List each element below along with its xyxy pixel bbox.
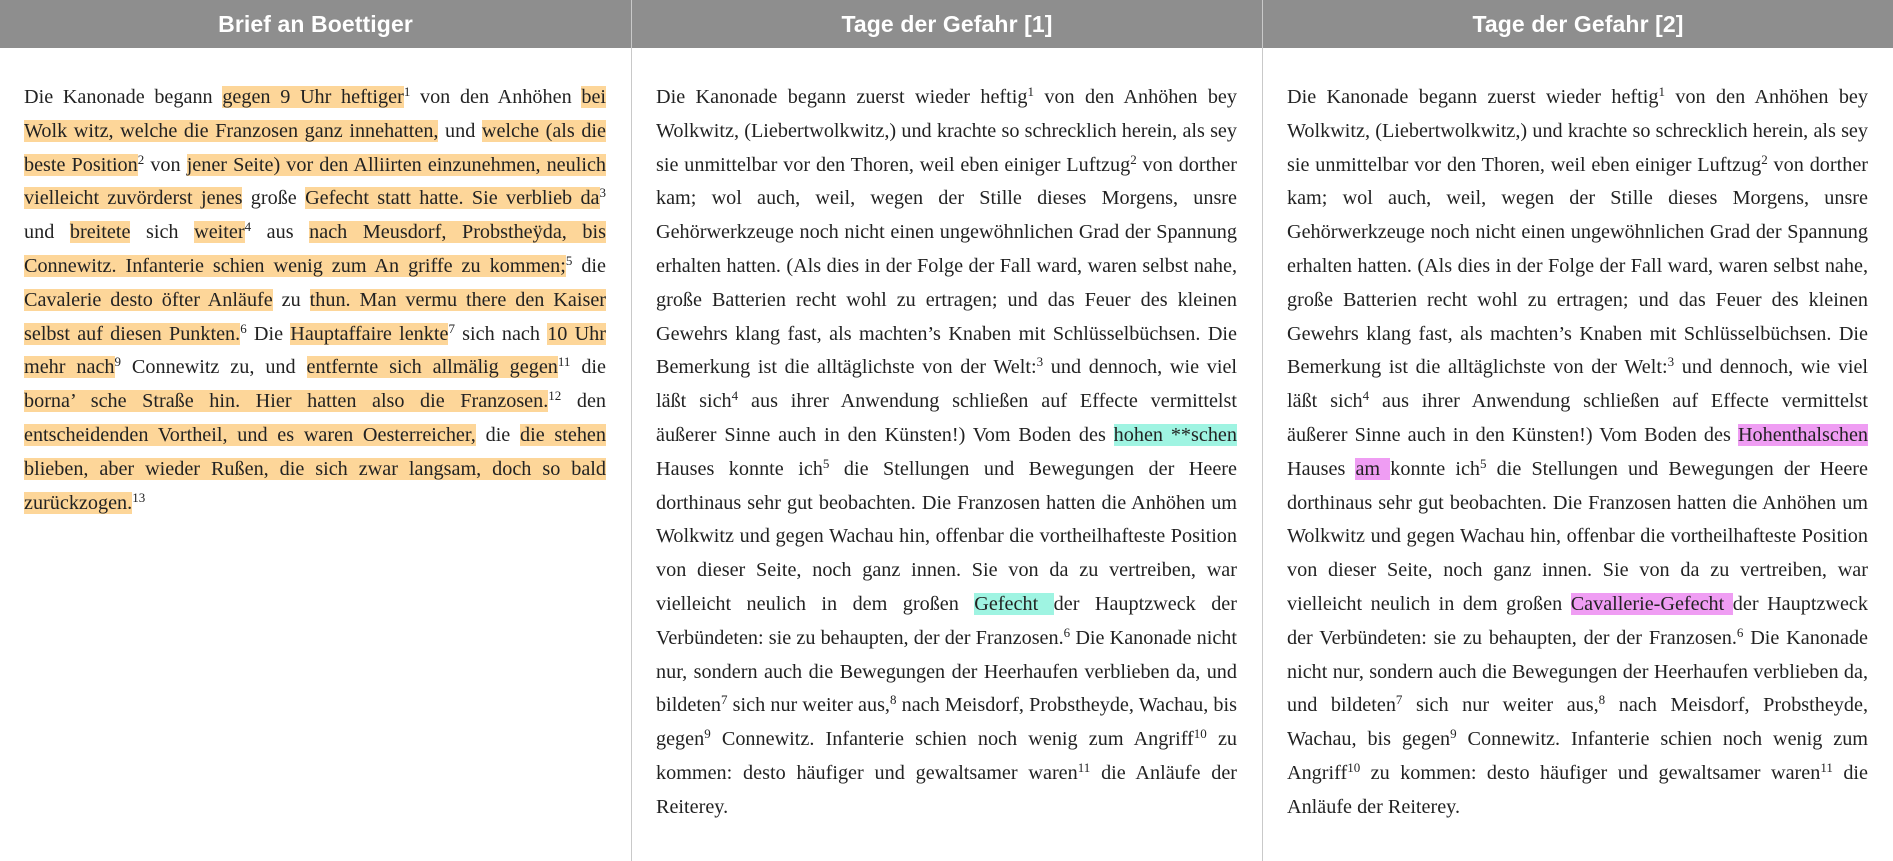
text-segment: Connewitz zu, und	[121, 356, 307, 379]
footnote-marker[interactable]: 11	[1820, 759, 1833, 775]
footnote-marker[interactable]: 11	[1077, 759, 1091, 775]
text-segment: nach Meisdorf, Probstheyde, Wachau, bis gegen	[656, 694, 1237, 751]
column-tage-der-gefahr-2	[1262, 0, 1893, 861]
footnote-marker[interactable]: 3	[599, 185, 606, 201]
text-segment: die Anläufe der Reiterey.	[656, 761, 1238, 818]
text-segment: von den Anhöhen bey Wolkwitz, (Liebertwolkwitz,) und krachte so schrecklich herein, als sey sie unmittelbar vor den Thoren, weil eben einiger Luftzug	[1287, 86, 1868, 176]
footnote-marker[interactable]: 7	[721, 692, 728, 708]
text-segment: Die Kanonade begann	[24, 86, 223, 108]
text-segment: zu kommen: desto häufiger und gewaltsamer waren	[656, 728, 1237, 784]
text-segment: zu kommen: desto häufiger und gewaltsamer waren	[1360, 761, 1821, 784]
text-segment: Connewitz. Infanterie schien noch wenig zum Angriff	[1287, 728, 1868, 784]
footnote-marker[interactable]: 9	[114, 354, 122, 370]
footnote-marker[interactable]: 10	[1347, 759, 1361, 775]
footnote-marker[interactable]: 2	[1761, 151, 1768, 167]
highlighted-variant-orange[interactable]: entscheidenden Vortheil, und es waren Oesterreicher,	[24, 423, 476, 446]
text-segment: sich nur weiter aus,	[1402, 694, 1599, 717]
text-segment: nach Meisdorf, Probstheyde, Wachau, bis gegen	[1287, 694, 1869, 751]
footnote-marker[interactable]: 5	[565, 252, 573, 268]
text-segment: die	[570, 356, 606, 379]
footnote-marker[interactable]: 6	[1063, 624, 1071, 640]
text-segment: die Stellungen und Bewegungen der Heere dorthinaus sehr gut beobachten. Die Franzosen hatten die Anhöhen um Wolkwitz und gegen Wachau hin, offenbar die vortheilhafteste Position von dieser Seite, noch ganz innen. Sie von da zu vertreiben, war vielleicht neulich in dem großen	[1287, 457, 1868, 615]
highlighted-variant-pink[interactable]: Hohenthalschen	[1737, 423, 1868, 446]
text-segment: Hauses	[1287, 457, 1356, 480]
highlighted-variant-orange[interactable]: die stehen blieben, aber wieder Rußen, die sich zwar langsam, doch so bald zurückzogen.	[24, 423, 606, 514]
text-segment: und dennoch, wie viel läßt sich	[1287, 356, 1869, 413]
text-segment: von dorther kam; wol auch, weil, wegen der Stille dieses Morgens, unsre Gehörwerkzeuge noch nicht einen ungewöhnlichen Grad der Spannung erhalten hatten. (Als dies in der Folge der Fall ward, waren selbst nahe, große Batterien recht wohl zu ertragen; und das Feuer des kleinen Gewehrs klang fast, als machten’s Knaben mit Schlüsselbüchsen. Die Bemerkung ist die alltäglichste von der Welt:	[1287, 153, 1868, 379]
text-segment: aus ihrer Anwendung schließen auf Effecte vermittelst äußerer Sinne auch in den Künsten!) Vom Boden des	[656, 390, 1237, 446]
column-brief-an-boettiger	[0, 0, 631, 861]
highlighted-variant-orange[interactable]: bei Wolk witz, welche die Franzosen ganz innehatten,	[24, 86, 607, 142]
text-segment: Die Kanonade nicht nur, sondern auch die Bewegungen der Heerhaufen verblieben da, und bildeten	[1287, 626, 1869, 717]
text-paragraph	[24, 81, 606, 520]
highlighted-variant-pink[interactable]: Cavallerie-Gefecht	[1570, 592, 1733, 615]
highlighted-variant-orange[interactable]: jener Seite) vor den Alliirten einzunehmen, neulich vielleicht zuvörderst jenes	[24, 153, 606, 210]
text-segment: den	[561, 390, 606, 413]
text-segment: der Hauptzweck der Verbündeten: sie zu behaupten, der der Franzosen.	[656, 592, 1237, 649]
footnote-marker[interactable]: 1	[403, 84, 411, 99]
highlighted-variant-orange[interactable]: nach Meusdorf, Probstheÿda, bis Connewitz. Infanterie schien wenig zum An griffe zu kommen;	[24, 221, 606, 277]
column-title: Tage der Gefahr [2]	[1263, 0, 1893, 48]
text-segment: aus ihrer Anwendung schließen auf Effecte vermittelst äußerer Sinne auch in den Künsten!) Vom Boden des	[1287, 390, 1868, 446]
highlighted-variant-orange[interactable]: borna’ sche Straße hin. Hier hatten also die Franzosen.	[24, 390, 549, 413]
footnote-marker[interactable]: 1	[1027, 84, 1034, 99]
highlighted-variant-orange[interactable]: Cavalerie desto öfter Anläufe	[24, 288, 273, 311]
footnote-marker[interactable]: 7	[1395, 692, 1403, 708]
footnote-marker[interactable]: 2	[137, 151, 145, 167]
footnote-marker[interactable]: 11	[557, 354, 571, 370]
text-paragraph	[656, 81, 1237, 825]
text-segment: Connewitz. Infanterie schien noch wenig zum Angriff	[710, 728, 1194, 751]
highlighted-variant-orange[interactable]: gegen 9 Uhr heftiger	[222, 86, 404, 108]
text-segment: sich nach	[454, 322, 548, 345]
text-segment: von dorther kam; wol auch, weil, wegen der Stille dieses Morgens, unsre Gehörwerkzeuge noch nicht einen ungewöhnlichen Grad der Spannung erhalten hatten. (Als dies in der Folge der Fall ward, waren selbst nahe, große Batterien recht wohl zu ertragen; und das Feuer des kleinen Gewehrs klang fast, als machten’s Knaben mit Schlüsselbüchsen. Die Bemerkung ist die alltäglichste von der Welt:	[656, 153, 1237, 379]
text-segment: und	[24, 221, 70, 244]
footnote-marker[interactable]: 4	[244, 219, 252, 235]
text-segment: die Stellungen und Bewegungen der Heere dorthinaus sehr gut beobachten. Die Franzosen hatten die Anhöhen um Wolkwitz und gegen Wachau hin, offenbar die vortheilhafteste Position von dieser Seite, noch ganz innen. Sie von da zu vertreiben, war vielleicht neulich in dem großen	[656, 457, 1237, 615]
footnote-marker[interactable]: 10	[1193, 726, 1207, 742]
text-segment: und	[438, 119, 482, 142]
footnote-marker[interactable]: 3	[1036, 354, 1044, 370]
footnote-marker[interactable]: 4	[1362, 388, 1370, 404]
highlighted-variant-orange[interactable]: weiter	[194, 221, 245, 244]
text-segment: Die Kanonade nicht nur, sondern auch die Bewegungen der Heerhaufen verblieben da, und bildeten	[656, 626, 1237, 717]
column-text[interactable]	[632, 48, 1262, 825]
footnote-marker[interactable]: 7	[448, 320, 455, 336]
text-segment: die Anläufe der Reiterey.	[1287, 761, 1868, 818]
footnote-marker[interactable]: 9	[1450, 726, 1457, 742]
text-segment: konnte ich	[1390, 457, 1481, 480]
text-segment: und dennoch, wie viel läßt sich	[656, 356, 1238, 413]
highlighted-variant-orange[interactable]: 10 Uhr mehr nach	[24, 322, 606, 379]
text-segment: Hauses konnte ich	[656, 457, 823, 480]
highlighted-variant-teal[interactable]: Gefecht	[974, 592, 1054, 615]
footnote-marker[interactable]: 5	[1480, 455, 1487, 471]
footnote-marker[interactable]: 6	[1736, 624, 1744, 640]
column-tage-der-gefahr-1	[631, 0, 1262, 861]
text-segment: Die Kanonade begann zuerst wieder heftig	[656, 86, 1028, 108]
footnote-marker[interactable]: 12	[548, 388, 562, 404]
footnote-marker[interactable]: 3	[1667, 354, 1675, 370]
text-segment: sich	[130, 221, 195, 244]
text-segment: aus	[251, 221, 310, 244]
text-segment: sich nur weiter aus,	[727, 694, 890, 717]
text-segment: von den Anhöhen	[410, 86, 582, 108]
text-segment: die	[475, 423, 521, 446]
footnote-marker[interactable]: 13	[132, 489, 146, 505]
column-title: Brief an Boettiger	[0, 0, 631, 48]
highlighted-variant-orange[interactable]: Gefecht statt hatte. Sie verblieb da	[305, 187, 600, 210]
column-text[interactable]	[0, 48, 631, 520]
highlighted-variant-orange[interactable]: welche (als die beste Position	[24, 119, 606, 176]
text-segment: zu	[272, 288, 310, 311]
column-text[interactable]	[1263, 48, 1893, 825]
column-title: Tage der Gefahr [1]	[632, 0, 1262, 48]
text-segment: die	[572, 254, 606, 277]
text-segment: Die	[246, 322, 291, 345]
footnote-marker[interactable]: 6	[240, 320, 247, 336]
highlighted-variant-pink[interactable]: am	[1355, 457, 1391, 480]
highlighted-variant-orange[interactable]: breitete	[69, 221, 131, 244]
highlighted-variant-orange[interactable]: Hauptaffaire lenkte	[290, 322, 449, 345]
highlighted-variant-orange[interactable]: entfernte sich allmälig gegen	[306, 356, 558, 379]
text-segment: von den Anhöhen bey Wolkwitz, (Liebertwolkwitz,) und krachte so schrecklich herein, als sey sie unmittelbar vor den Thoren, weil eben einiger Luftzug	[656, 86, 1237, 176]
footnote-marker[interactable]: 8	[1598, 692, 1606, 708]
footnote-marker[interactable]: 1	[1658, 84, 1665, 99]
text-segment: Die Kanonade begann zuerst wieder heftig	[1287, 86, 1659, 108]
highlighted-variant-orange[interactable]: thun. Man vermu there den Kaiser selbst auf diesen Punkten.	[24, 288, 606, 345]
text-segment: von	[144, 153, 187, 176]
footnote-marker[interactable]: 4	[731, 388, 739, 404]
footnote-marker[interactable]: 8	[889, 692, 897, 708]
highlighted-variant-teal[interactable]: hohen **schen	[1113, 423, 1237, 446]
footnote-marker[interactable]: 2	[1130, 151, 1137, 167]
text-paragraph	[1287, 81, 1868, 825]
text-segment: der Hauptzweck der Verbündeten: sie zu behaupten, der der Franzosen.	[1287, 592, 1868, 649]
text-segment: große	[242, 187, 306, 210]
footnote-marker[interactable]: 5	[822, 455, 830, 471]
footnote-marker[interactable]: 9	[704, 726, 711, 742]
